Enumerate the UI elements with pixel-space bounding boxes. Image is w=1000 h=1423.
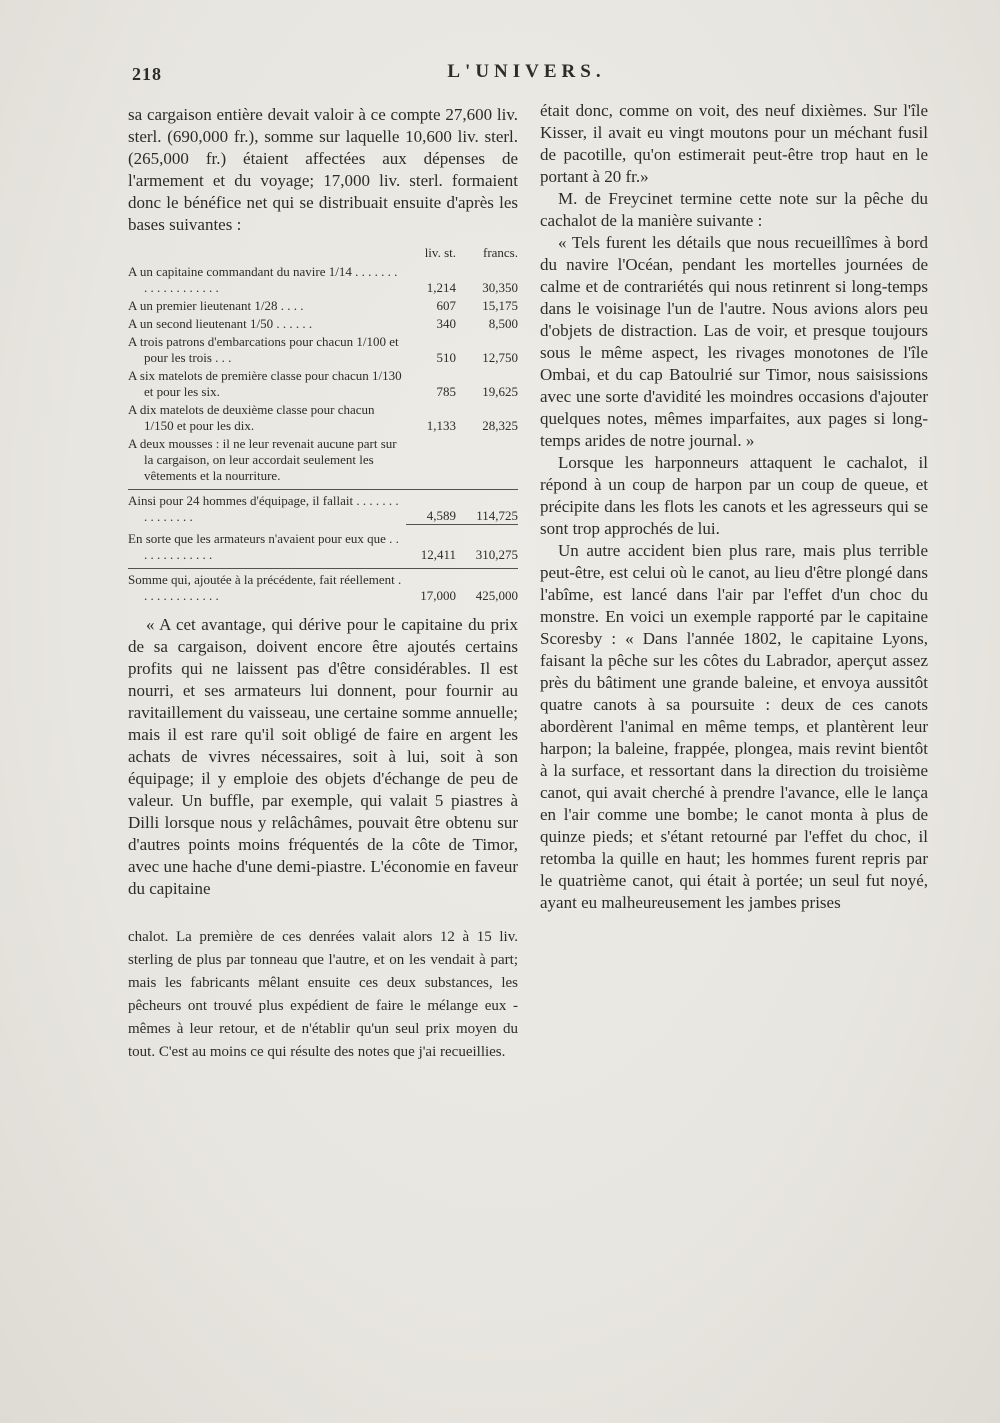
row-francs: 19,625 bbox=[482, 384, 518, 399]
right-paragraph-3: « Tels furent les détails que nous recueillîmes à bord du navire l'Océan, pendant les mortelles journées de calme et de contrariétés qui nous retinrent si long-temps dans le voisinage l'un de l'autre. Nous avions alors peu d'objets de distraction. Las de voir, et presque toujours sous le même aspect, les rivages monotones de l'île Ombai, et du cap Batoulrié sur Timor, nous saisissions avec une sorte d'avidité les moindres occasions d'ajouter quelques notes, mêmes imparfaites, aux pages si long-temps arides de notre journal. » bbox=[540, 233, 928, 450]
table-row bbox=[128, 316, 518, 332]
left-column bbox=[128, 104, 518, 1064]
row-francs: 310,275 bbox=[475, 547, 518, 562]
table-row-total-crew bbox=[128, 489, 518, 525]
footnote-text: chalot. La première de ces denrées valait alors 12 à 15 liv. sterling de plus par tonneau que l'autre, et on les vendait à part; mais les fabricants mêlant ensuite ces deux substances, les pêcheurs ont trouvé plus expédient de faire le mélange eux - mêmes à leur retour, et de n'établir qu'un seul prix moyen du tout. C'est au moins ce qui résulte des notes que j'ai recueillies. bbox=[128, 929, 518, 1060]
row-label: A deux mousses : il ne leur revenait aucune part sur la cargaison, on leur accordait seulement les vêtements et la nourriture. bbox=[128, 436, 397, 483]
right-paragraph-5: Un autre accident bien plus rare, mais plus terrible peut-être, est celui où le canot, au lieu d'être plongé dans l'abîme, est lancé dans l'air par l'effet d'un choc du monstre. En voici un exemple rapporté par le capitaine Scoresby : « Dans l'année 1802, le capitaine Lyons, faisant la pêche sur les côtes du Labrador, aperçut assez près du bâtiment une grande baleine, et envoya aussitôt quatre canots à sa poursuite : deux de ces canots abordèrent l'animal en même temps, et plantèrent leur harpon; la baleine, frappée, plongea, mais revint bientôt à la surface, et ressortant dans la direction du troisième canot, qui avait cherché à prendre l'avance, elle le lança en l'air comme une bombe; le canot monta à plus de quinze pieds; et s'étant retourné par l'effet du choc, il retomba la quille en haut; les hommes furent repris par le quatrième canot, qui était à portée; un seul fut noyé, ayant eu malheureusement les jambes prises bbox=[540, 541, 928, 912]
row-label: A trois patrons d'embarcations pour chacun 1/100 et pour les trois . . . bbox=[128, 334, 399, 365]
row-francs: 8,500 bbox=[488, 316, 518, 331]
row-francs: 30,350 bbox=[482, 280, 518, 295]
row-liv: 4,589 bbox=[406, 508, 456, 525]
row-francs: 28,325 bbox=[482, 418, 518, 433]
row-liv: 17,000 bbox=[420, 588, 456, 603]
row-label: A un capitaine commandant du navire 1/14 . . . . . . . . . . . . . . . . . . . bbox=[128, 264, 398, 295]
table-row-owners bbox=[128, 531, 518, 563]
table-row bbox=[128, 298, 518, 314]
table-row bbox=[128, 402, 518, 434]
column-header-francs: francs. bbox=[482, 245, 518, 260]
row-liv: 340 bbox=[436, 316, 456, 331]
table-row bbox=[128, 334, 518, 366]
page-header bbox=[128, 58, 925, 88]
right-paragraph-2: M. de Freycinet termine cette note sur la pêche du cachalot de la manière suivante : bbox=[540, 189, 928, 230]
right-column bbox=[540, 100, 928, 914]
right-paragraph-1: était donc, comme on voit, des neuf dixièmes. Sur l'île Kisser, il avait eu vingt moutons pour un méchant fusil de pacotille, qu'on estimerait peut-être trop haut en le portant à 20 fr.» bbox=[540, 101, 928, 186]
row-label: Ainsi pour 24 hommes d'équipage, il fallait . . . . . . . . . . . . . . . bbox=[128, 493, 399, 524]
table-row bbox=[128, 264, 518, 296]
page-number: 218 bbox=[132, 64, 162, 84]
advantage-paragraph: « A cet avantage, qui dérive pour le capitaine du prix de sa cargaison, doivent encore être ajoutés certains profits qui ne laissent pas d'être considérables. Il est nourri, et ses armateurs lui donnent, pour fournir au ravitaillement du vaisseau, une certaine somme annuelle; mais il est rare qu'il soit obligé de faire en argent les achats de vivres nécessaires, soit à lui, soit à son équipage; il y emploie des objets d'échange de peu de valeur. Un buffle, par exemple, qui valait 5 piastres à Dilli lorsque nous y relâchâmes, pouvait être obtenu sur d'autres points moins fréquentés de la côte de Timor, avec une hache d'une demi-piastre. L'économie en faveur du capitaine bbox=[128, 615, 518, 898]
row-label: A six matelots de première classe pour chacun 1/130 et pour les six. bbox=[128, 368, 402, 399]
row-francs: 15,175 bbox=[482, 298, 518, 313]
table-row bbox=[128, 436, 518, 484]
row-label: Somme qui, ajoutée à la précédente, fait réellement . . . . . . . . . . . . . bbox=[128, 572, 402, 603]
row-francs: 12,750 bbox=[482, 350, 518, 365]
column-header-liv: liv. st. bbox=[424, 245, 456, 260]
row-label: A un premier lieutenant 1/28 . . . . bbox=[128, 298, 304, 313]
row-liv: 607 bbox=[436, 298, 456, 313]
row-liv: 1,133 bbox=[426, 418, 456, 433]
page-title: L'UNIVERS. bbox=[447, 61, 606, 82]
row-label: A dix matelots de deuxième classe pour chacun 1/150 et pour les dix. bbox=[128, 402, 375, 433]
row-francs: 114,725 bbox=[456, 508, 518, 525]
row-label: A un second lieutenant 1/50 . . . . . . bbox=[128, 316, 313, 331]
row-liv: 12,411 bbox=[420, 547, 456, 562]
table-header-spacer bbox=[128, 245, 406, 261]
table-row-grand-total bbox=[128, 568, 518, 604]
shares-table bbox=[128, 245, 518, 604]
table-header bbox=[128, 245, 518, 261]
row-label: En sorte que les armateurs n'avaient pour eux que . . . . . . . . . . . . . bbox=[128, 531, 399, 562]
row-francs: 425,000 bbox=[475, 588, 518, 603]
row-liv: 510 bbox=[436, 350, 456, 365]
row-liv: 1,214 bbox=[426, 280, 456, 295]
table-row bbox=[128, 368, 518, 400]
intro-paragraph: sa cargaison entière devait valoir à ce compte 27,600 liv. sterl. (690,000 fr.), somme sur laquelle 10,600 liv. sterl. (265,000 fr.) étaient affectées aux dépenses de l'armement et du voyage; 17,000 liv. sterl. formaient donc le bénéfice net qui se distribuait ensuite d'après les bases suivantes : bbox=[128, 105, 518, 234]
row-liv: 785 bbox=[436, 384, 456, 399]
right-paragraph-4: Lorsque les harponneurs attaquent le cachalot, il répond à un coup de harpon par un coup de queue, et précipite dans les flots les canots et les agresseurs qui se sont trop approchés de lui. bbox=[540, 453, 928, 538]
